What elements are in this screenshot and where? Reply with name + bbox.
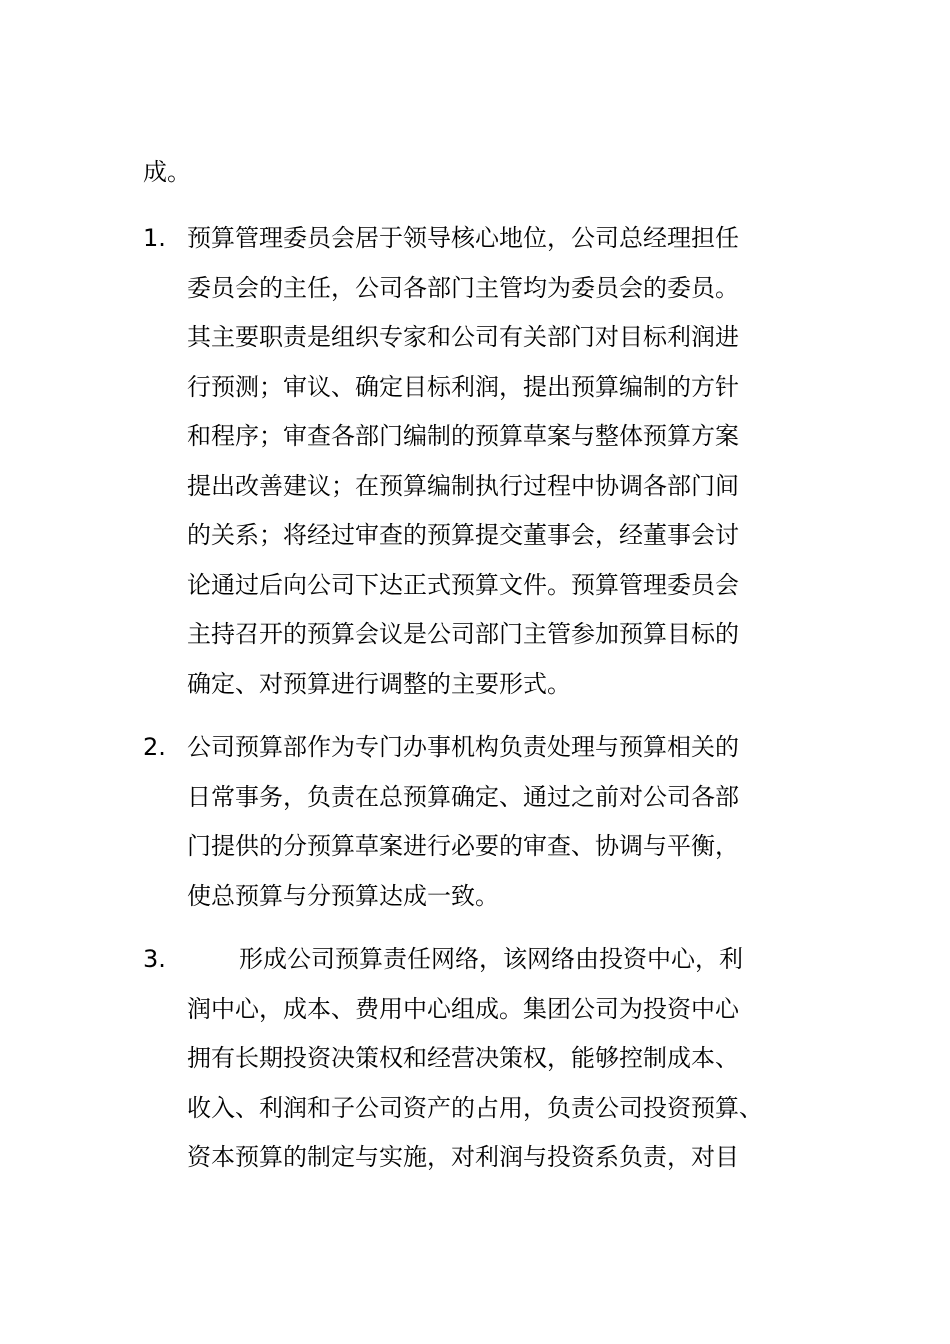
item-2-line-2: 日常事务，负责在总预算确定、通过之前对公司各部 — [187, 783, 739, 811]
item-1-line-4: 行预测；审议、确定目标利润，提出预算编制的方针 — [187, 373, 739, 401]
item-1-line-10: 确定、对预算进行调整的主要形式。 — [187, 670, 571, 698]
item-3-line-2: 润中心，成本、费用中心组成。集团公司为投资中心 — [187, 995, 739, 1023]
item-1-line-7: 的关系；将经过审查的预算提交董事会，经董事会讨 — [187, 521, 739, 549]
item-1-line-3: 其主要职责是组织专家和公司有关部门对目标利润进 — [187, 323, 739, 351]
item-1-line-8: 论通过后向公司下达正式预算文件。预算管理委员会 — [187, 571, 739, 599]
item-1-line-5: 和程序；审查各部门编制的预算草案与整体预算方案 — [187, 422, 739, 450]
item-2-line-3: 门提供的分预算草案进行必要的审查、协调与平衡， — [187, 832, 739, 860]
item-1-line-6: 提出改善建议；在预算编制执行过程中协调各部门间 — [187, 472, 739, 500]
item-1-line-2: 委员会的主任，公司各部门主管均为委员会的委员。 — [187, 274, 739, 302]
intro-line: 成。 — [143, 158, 191, 186]
item-3-line-4: 收入、利润和子公司资产的占用，负责公司投资预算、 — [187, 1094, 763, 1122]
item-2-line-4: 使总预算与分预算达成一致。 — [187, 882, 499, 910]
item-1-line-9: 主持召开的预算会议是公司部门主管参加预算目标的 — [187, 620, 739, 648]
item-number: 1. — [143, 224, 166, 252]
item-number: 3. — [143, 945, 166, 973]
item-2-line-1: 公司预算部作为专门办事机构负责处理与预算相关的 — [187, 733, 739, 761]
item-3-line-5: 资本预算的制定与实施，对利润与投资系负责，对目 — [187, 1143, 739, 1171]
item-1-line-1: 预算管理委员会居于领导核心地位，公司总经理担任 — [187, 224, 739, 252]
item-3-line-1: 形成公司预算责任网络，该网络由投资中心，利 — [239, 945, 743, 973]
item-3-line-3: 拥有长期投资决策权和经营决策权，能够控制成本、 — [187, 1044, 739, 1072]
item-number: 2. — [143, 733, 166, 761]
